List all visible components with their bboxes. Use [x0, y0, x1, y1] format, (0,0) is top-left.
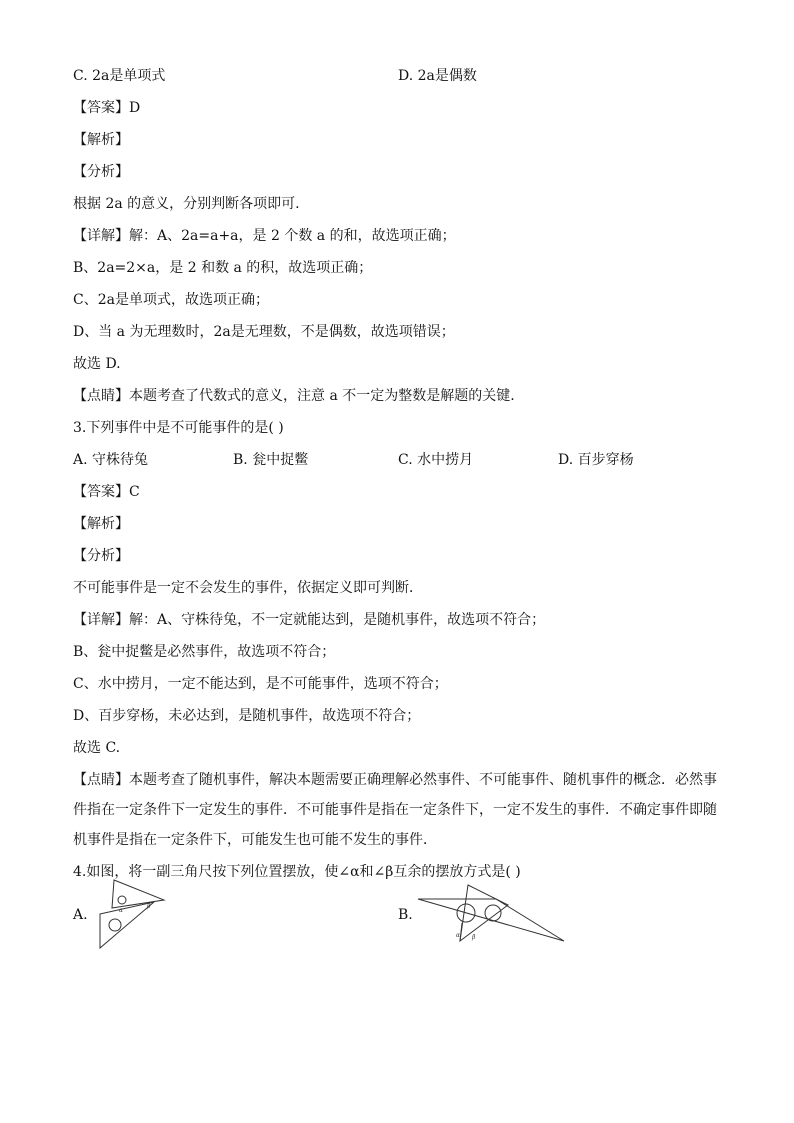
q2-fenxi: 根据 2a 的意义，分别判断各项即可.: [73, 196, 300, 212]
q3-stem: 3.下列事件中是不可能事件的是( ): [73, 420, 284, 436]
q3-answer: 【答案】C: [73, 484, 140, 500]
q3-conclusion: 故选 C.: [73, 740, 121, 756]
figure-a-lower-triangle: [100, 902, 154, 948]
q2-detail-b: B、2a=2×a，是 2 和数 a 的积，故选项正确；: [73, 260, 373, 276]
q3-option-a: A. 守株待兔: [73, 452, 149, 468]
q3-fenxi-heading: 【分析】: [73, 548, 129, 564]
q3-option-c: C. 水中捞月: [398, 452, 474, 468]
q3-jiexi-heading: 【解析】: [73, 516, 129, 532]
q4-figure-a: [92, 876, 172, 952]
q2-conclusion: 故选 D.: [73, 356, 121, 372]
q4-option-a-label: A.: [73, 907, 88, 923]
figure-a-upper-hole: [118, 896, 126, 904]
q4-stem: 4.如图，将一副三角尺按下列位置摆放，使∠α和∠β互余的摆放方式是( ): [73, 864, 521, 880]
q4-option-b-label: B.: [398, 907, 413, 923]
q3-dianjing-line1: 【点睛】本题考查了随机事件，解决本题需要正确理解必然事件、不可能事件、随机事件的概念．必然事: [73, 772, 717, 788]
q2-detail-d: D、当 a 为无理数时，2a是无理数，不是偶数，故选项错误；: [73, 324, 455, 340]
q3-option-b: B. 瓮中捉鳖: [233, 452, 309, 468]
q2-jiexi-heading: 【解析】: [73, 132, 129, 148]
q3-detail-b: B、瓮中捉鳖是必然事件，故选项不符合；: [73, 644, 336, 660]
q2-option-c: C. 2a是单项式: [73, 68, 166, 84]
q3-detail-c: C、水中捞月，一定不能达到，是不可能事件，选项不符合；: [73, 676, 448, 692]
q2-answer: 【答案】D: [73, 100, 141, 116]
figure-a-beta-label: β: [147, 903, 151, 910]
q3-dianjing-line2: 件指在一定条件下一定发生的事件．不可能事件是指在一定条件下，一定不发生的事件．不确定事件即随: [73, 802, 717, 818]
q4-figure-b: [416, 883, 568, 943]
q3-fenxi: 不可能事件是一定不会发生的事件，依据定义即可判断．: [73, 580, 423, 596]
q3-dianjing-line3: 机事件是指在一定条件下，可能发生也可能不发生的事件．: [73, 832, 437, 848]
figure-b-alpha-label: α: [456, 932, 461, 939]
q3-detail-d: D、百步穿杨，未必达到，是随机事件，故选项不符合；: [73, 708, 421, 724]
q2-option-d: D. 2a是偶数: [398, 68, 477, 84]
figure-b-right-hole: [485, 905, 501, 921]
q3-detail-a: 【详解】解：A、守株待兔，不一定就能达到，是随机事件，故选项不符合；: [73, 612, 546, 628]
figure-a-lower-hole: [109, 919, 121, 931]
q2-fenxi-heading: 【分析】: [73, 164, 129, 180]
figure-a-alpha-label: α: [119, 907, 124, 914]
q2-detail-c: C、2a是单项式，故选项正确；: [73, 292, 269, 308]
q3-option-d: D. 百步穿杨: [558, 452, 634, 468]
q2-dianjing: 【点睛】本题考查了代数式的意义，注意 a 不一定为整数是解题的关键.: [73, 388, 515, 404]
q2-detail-a: 【详解】解：A、2a=a+a，是 2 个数 a 的和，故选项正确；: [73, 228, 456, 244]
figure-b-beta-label: β: [472, 934, 476, 941]
